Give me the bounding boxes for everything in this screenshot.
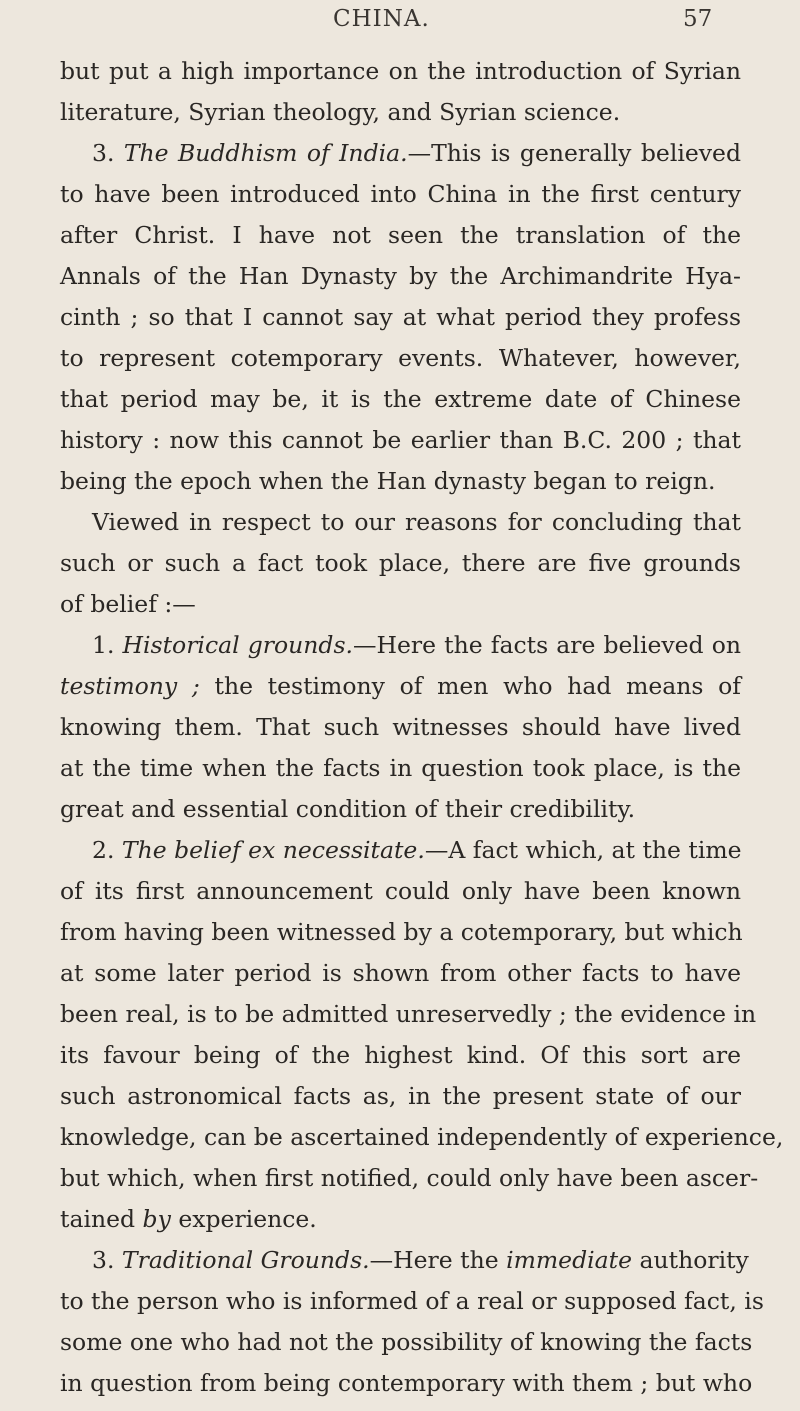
text-line: 2. The belief ex necessitate.—A fact which, at the time <box>92 836 742 864</box>
text-line: literature, Syrian theology, and Syrian science. <box>60 98 621 126</box>
text-line: been real, is to be admitted unreservedly ; the evidence in <box>60 1000 757 1028</box>
page-number: 57 <box>683 6 713 32</box>
text-line: to have been introduced into China in the first century <box>60 180 741 208</box>
running-title: CHINA. <box>333 6 430 32</box>
text-line: cinth ; so that I cannot say at what period they profess <box>60 303 741 331</box>
text-line: Annals of the Han Dynasty by the Archimandrite Hya- <box>60 262 741 290</box>
text-line: at the time when the facts in question took place, is the <box>60 754 741 782</box>
text-line: that period may be, it is the extreme date of Chinese <box>60 385 741 413</box>
text-line: 3. The Buddhism of India.—This is generally believed <box>92 139 741 167</box>
text-line: to the person who is informed of a real or supposed fact, is <box>60 1287 764 1315</box>
text-line: knowledge, can be ascertained independently of experience, <box>60 1123 784 1151</box>
text-line: tained by experience. <box>60 1205 317 1233</box>
text-line: from having been witnessed by a cotemporary, but which <box>60 918 743 946</box>
text-line: 3. Traditional Grounds.—Here the immediate authority <box>92 1246 749 1274</box>
text-line: but which, when first notified, could only have been ascer- <box>60 1164 759 1192</box>
text-line: at some later period is shown from other facts to have <box>60 959 741 987</box>
text-line: its favour being of the highest kind. Of this sort are <box>60 1041 741 1069</box>
text-line: knowing them. That such witnesses should have lived <box>60 713 741 741</box>
text-line: such astronomical facts as, in the present state of our <box>60 1082 741 1110</box>
text-line: such or such a fact took place, there are five grounds <box>60 549 741 577</box>
text-line: after Christ. I have not seen the translation of the <box>60 221 741 249</box>
text-line: being the epoch when the Han dynasty began to reign. <box>60 467 716 495</box>
text-line: of its first announcement could only have been known <box>60 877 741 905</box>
text-line: testimony ; the testimony of men who had means of <box>60 672 741 700</box>
text-line: great and essential condition of their credibility. <box>60 795 636 823</box>
running-header <box>0 6 800 36</box>
text-line: to represent cotemporary events. Whatever, however, <box>60 344 741 372</box>
text-line: of belief :— <box>60 590 196 618</box>
text-line: some one who had not the possibility of knowing the facts <box>60 1328 753 1356</box>
text-line: Viewed in respect to our reasons for concluding that <box>92 508 741 536</box>
text-line: but put a high importance on the introduction of Syrian <box>60 57 741 85</box>
text-line: 1. Historical grounds.—Here the facts are believed on <box>92 631 741 659</box>
text-line: history : now this cannot be earlier than B.C. 200 ; that <box>60 426 741 454</box>
text-line: in question from being contemporary with them ; but who <box>60 1369 753 1397</box>
